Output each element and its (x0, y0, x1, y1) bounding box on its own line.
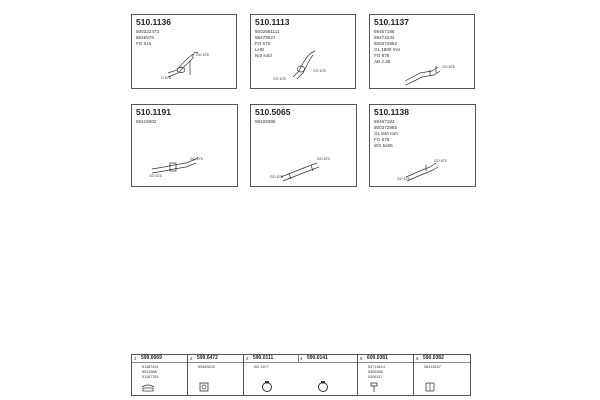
dimension-label: GO 675 (149, 174, 162, 178)
part-ref-line: AB 2.35 (374, 59, 391, 64)
exhaust-pipe-drawing (251, 15, 357, 90)
exhaust-pipe-drawing (370, 15, 476, 90)
clamp-icon (140, 383, 156, 393)
fitting-index: 4 (300, 355, 303, 361)
fitting-index: 6 (416, 355, 419, 361)
part-card[interactable] (131, 14, 237, 89)
exhaust-pipe-drawing (370, 105, 477, 188)
fitting-number: 599.0472 (197, 355, 218, 361)
dimension-label: GO 675 (397, 177, 410, 181)
dimension-label: GO 675 (190, 157, 203, 161)
part-ref-line: 500372965 (374, 125, 397, 130)
part-card[interactable] (369, 14, 475, 89)
part-number: 510.1138 (374, 107, 409, 117)
part-ref-line: 58415002 (136, 119, 157, 124)
part-ref-line: FO 675 (374, 53, 390, 58)
fitting-ref: 51187491 (142, 365, 159, 369)
fitting-index: 5 (360, 355, 363, 361)
part-ref-line: 59467188 (374, 29, 395, 34)
exhaust-pipe-drawing (251, 105, 358, 188)
exhaust-pipe-drawing (132, 15, 238, 90)
fitting-cell[interactable] (414, 355, 470, 395)
part-ref-line: 500322473 (136, 29, 159, 34)
dimension-label: GO 675 (270, 175, 283, 179)
fitting-ref: 5306356 (368, 370, 383, 374)
part-card[interactable] (250, 14, 356, 89)
part-card[interactable] (131, 104, 238, 187)
part-ref-line: 5645576 (136, 35, 154, 40)
part-ref-line: 59474234 (374, 35, 395, 40)
part-ref-line: Not sold (255, 53, 272, 58)
part-ref-line: FO 615 (136, 41, 152, 46)
part-ref-line: 500372962 (374, 41, 397, 46)
fitting-ref: 59463233 (198, 365, 215, 369)
gasket-icon (198, 381, 210, 393)
part-number: 510.1113 (255, 17, 290, 27)
fitting-index: 3 (246, 355, 249, 361)
fitting-ref: 53719414 (368, 365, 385, 369)
clamp-icon (260, 381, 274, 393)
part-ref-line: 59478027 (255, 35, 276, 40)
fitting-index: 2 (190, 355, 193, 361)
part-card[interactable] (250, 104, 357, 187)
fitting-cell[interactable] (132, 355, 188, 395)
fitting-number: 590.0111 (253, 355, 274, 361)
bolt-icon (368, 382, 380, 393)
dimension-label: GO 675 (313, 69, 326, 73)
fitting-number: 590.0141 (307, 355, 328, 361)
fitting-number: 590.0382 (423, 355, 444, 361)
part-ref-line: WS 5x65 (374, 143, 393, 148)
part-number: 510.1137 (374, 17, 409, 27)
part-ref-line: 5002581111 (255, 29, 280, 34)
fittings-strip (131, 354, 471, 396)
part-number: 510.1191 (136, 107, 171, 117)
part-ref-line: LHD (255, 47, 265, 52)
fitting-ref: 51187761 (142, 375, 159, 379)
fitting-ref: 58415157 (424, 365, 441, 369)
dimension-label: GO 675 (442, 65, 455, 69)
fitting-ref: 5912688 (142, 370, 157, 374)
dimension-label: GO 675 (434, 159, 447, 163)
dimension-label: GO 675 (196, 53, 209, 57)
fitting-cell[interactable] (188, 355, 244, 395)
part-ref-line: GL 840 mm (374, 131, 398, 136)
dimension-label: G 675 (161, 76, 171, 80)
part-card[interactable] (369, 104, 476, 187)
fitting-ref: 5306317 (368, 375, 383, 379)
part-ref-line: 59428386 (255, 119, 276, 124)
fitting-cell[interactable] (244, 355, 358, 395)
fitting-ref: AD 1677 (254, 365, 269, 369)
fitting-index: 1 (134, 355, 137, 361)
part-ref-line: 59467183 (374, 119, 395, 124)
part-number: 510.1136 (136, 17, 171, 27)
fitting-cell[interactable] (358, 355, 414, 395)
dimension-label: GO 675 (317, 157, 330, 161)
fitting-number: 609.0381 (367, 355, 388, 361)
part-ref-line: FO 675 (255, 41, 271, 46)
clamp-icon (316, 381, 330, 393)
fitting-number: 599.0069 (141, 355, 162, 361)
part-number: 510.5065 (255, 107, 291, 117)
rubber-mount-icon (424, 381, 436, 393)
part-ref-line: FO 675 (374, 137, 390, 142)
dimension-label: GO 675 (273, 77, 286, 81)
part-ref-line: GL 1800 mm (374, 47, 401, 52)
